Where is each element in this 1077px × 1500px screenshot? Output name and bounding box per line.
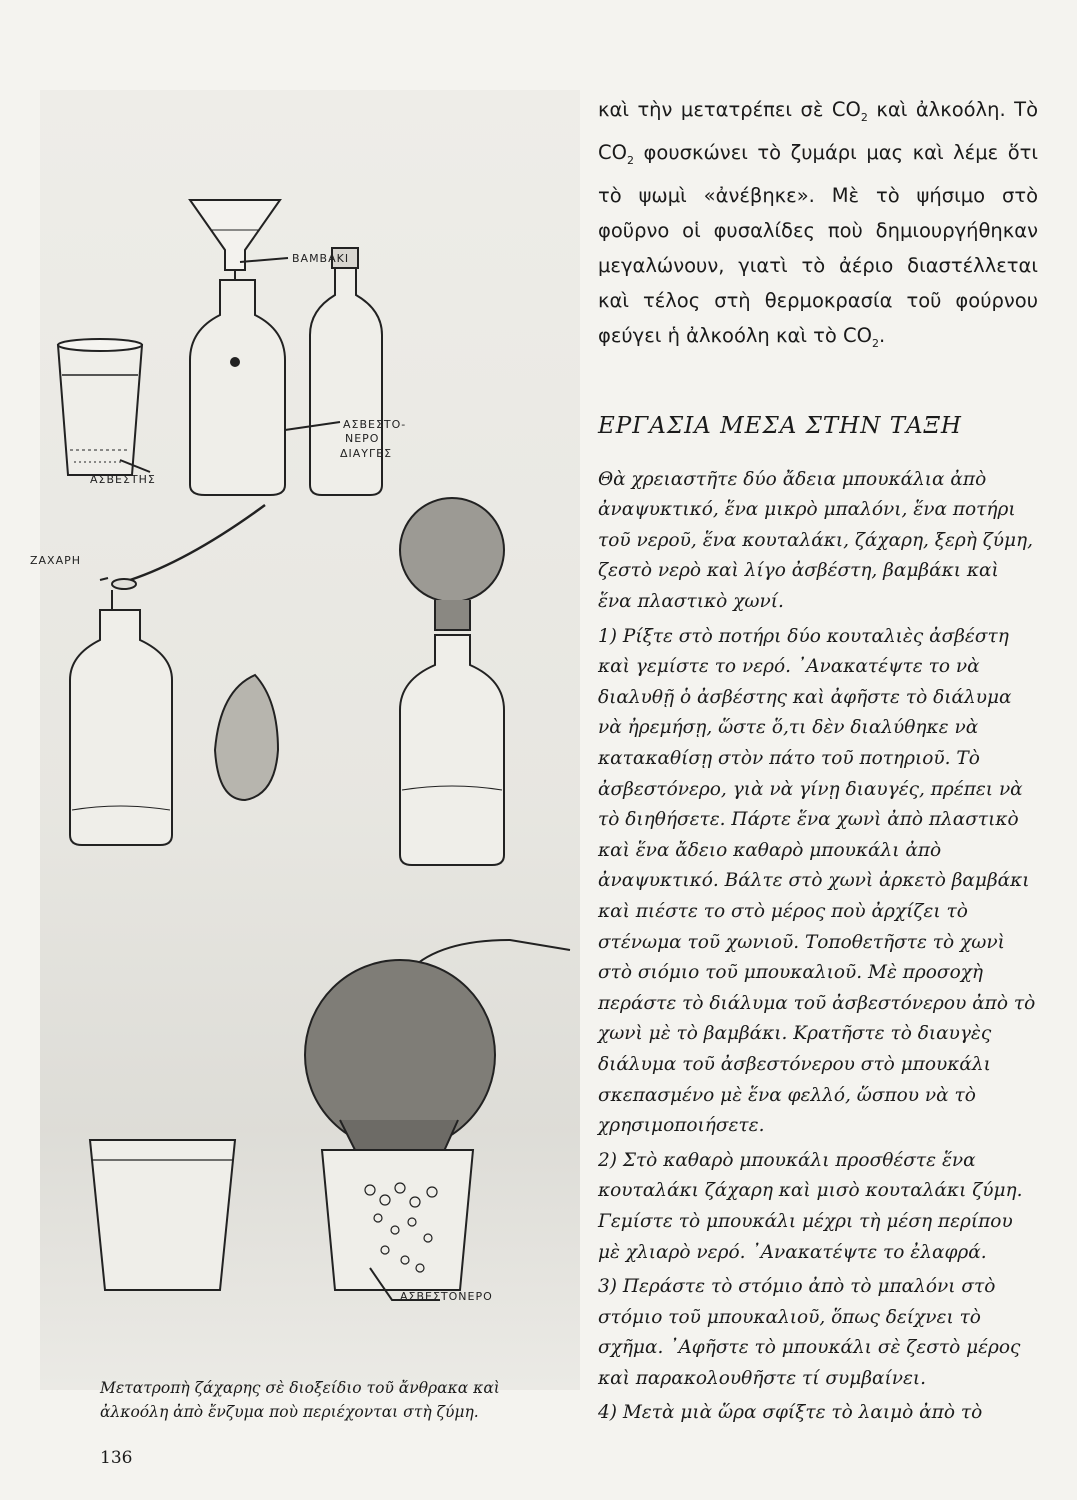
intro-text-1: καὶ τὴν μετατρέπει σὲ CO	[598, 98, 861, 121]
intro-text-2: καὶ ἀλκοόλη. Τὸ CO	[598, 98, 1038, 164]
step-1-paragraph: 1) Ρίξτε στὸ ποτήρι δύο κουταλιὲς ἀσβέστη καὶ γεμίστε το νερό. ᾿Ανακατέψτε το νὰ διαλυθῇ ὁ ἀσβέστης καὶ ἀφῆστε τὸ διάλυμα νὰ ἠρεμήσῃ, ὥστε ὅ,τι δὲν διαλύθηκε νὰ κατακαθίσῃ στὸν πάτο τοῦ ποτηριοῦ. Τὸ ἀσβεστόνερο, γιὰ νὰ γίνῃ διαυγές, πρέπει νὰ τὸ διηθήσετε. Πάρτε ἕνα χωνὶ ἀπὸ πλαστικὸ καὶ ἕνα ἄδειο καθαρὸ μπουκάλι ἀπὸ ἀναψυκτικό. Βάλτε στὸ χωνὶ ἀρκετὸ βαμβάκι καὶ πιέστε το στὸ μέρος ποὺ ἀρχίζει τὸ στένωμα τοῦ χωνιοῦ. Τοποθετῆστε τὸ χωνὶ στὸ σιόμιο τοῦ μπουκαλιοῦ. Μὲ προσοχὴ περάστε τὸ διάλυμα τοῦ ἀσβεστόνερου ἀπὸ τὸ χωνὶ μὲ τὸ βαμβάκι. Κρατῆστε τὸ διαυγὲς διάλυμα τοῦ ἀσβεστόνερου στὸ μπουκάλι σκεπασμένο μὲ ἕνα φελλό, ὥσπου νὰ τὸ χρησιμοποιήσετε.	[598, 625, 1036, 1137]
label-limewater: ΑΣΒΕΣΤΟΝΕΡΟ	[400, 1290, 493, 1303]
label-limewater-clear-3: ΔΙΑΥΓΕΣ	[340, 447, 393, 460]
subscript-2: 2	[860, 110, 868, 124]
text-column	[598, 92, 1038, 1433]
hand-balloon-glass-icon	[305, 940, 570, 1290]
subscript-2: 2	[871, 336, 879, 350]
intro-text-4: .	[878, 323, 886, 347]
funnel-bottle-icon	[190, 200, 285, 495]
step-4-paragraph: 4) Μετὰ μιὰ ὥρα σφίξτε τὸ λαιμὸ ἀπὸ τὸ	[598, 1402, 983, 1424]
section-heading: ΕΡΓΑΣΙΑ ΜΕΣΑ ΣΤΗΝ ΤΑΞΗ	[598, 412, 962, 439]
figure-caption: Μετατροπὴ ζάχαρης σὲ διοξείδιο τοῦ ἄνθρακα καὶ ἀλκοόλη ἀπὸ ἔνζυμα ποὺ περιέχονται στὴ ζύμη.	[100, 1379, 500, 1421]
bottle-with-balloon-icon	[400, 498, 504, 865]
empty-glass-icon	[90, 1140, 235, 1290]
label-limewater-clear-1: ΑΣΒΕΣΤΟ-	[343, 418, 407, 431]
label-limewater-clear-2: ΝΕΡΟ	[345, 432, 380, 445]
label-lime: ΑΣΒΕΣΤΗΣ	[90, 473, 156, 486]
page-number: 136	[100, 1448, 133, 1468]
label-cotton: ΒΑΜΒΑΚΙ	[292, 252, 350, 265]
subscript-2: 2	[626, 153, 634, 167]
experiment-drawing	[30, 90, 580, 1370]
experiment-illustration	[30, 90, 580, 1390]
intro-paragraph	[598, 92, 1038, 361]
step-2-paragraph: 2) Στὸ καθαρὸ μπουκάλι προσθέστε ἕνα κουταλάκι ζάχαρη καὶ μισὸ κουταλάκι ζύμη. Γεμίστε τὸ μπουκάλι μέχρι τὴ μέση περίπου μὲ χλιαρὸ νερό. ᾿Ανακατέψτε το ἐλαφρά.	[598, 1149, 1023, 1263]
step-3-paragraph: 3) Περάστε τὸ στόμιο ἀπὸ τὸ μπαλόνι στὸ στόμιο τοῦ μπουκαλιοῦ, ὅπως δείχνει τὸ σχῆμα. ᾿Αφῆστε τὸ μπουκάλι σὲ ζεστὸ μέρος καὶ παρακολουθῆστε τί συμβαίνει.	[598, 1276, 1021, 1389]
label-sugar: ΖΑΧΑΡΗ	[30, 554, 82, 567]
limp-balloon-icon	[215, 675, 278, 800]
intro-text-3: φουσκώνει τὸ ζυμάρι μας καὶ λέμε ὅτι τὸ ψωμὶ «ἀνέβηκε». Μὲ τὸ ψήσιμο στὸ φοῦρνο οἱ φυσαλίδες ποὺ δημιουργήθηκαν μεγαλώνουν, γιατὶ τὸ ἀέριο διαστέλλεται καὶ τέλος στὴ θερμοκρασία τοῦ φούρνου φεύγει ἡ ἀλκοόλη καὶ τὸ CO	[598, 140, 1038, 347]
materials-paragraph: Θὰ χρειαστῆτε δύο ἄδεια μπουκάλια ἀπὸ ἀναψυκτικό, ἕνα μικρὸ μπαλόνι, ἕνα ποτήρι τοῦ νεροῦ, ἕνα κουταλάκι, ζάχαρη, ξερὴ ζύμη, ζεστὸ νερὸ καὶ λίγο ἀσβέστη, βαμβάκι καὶ ἕνα πλαστικὸ χωνί.	[598, 468, 1034, 613]
glass-with-lime-icon	[58, 339, 142, 475]
